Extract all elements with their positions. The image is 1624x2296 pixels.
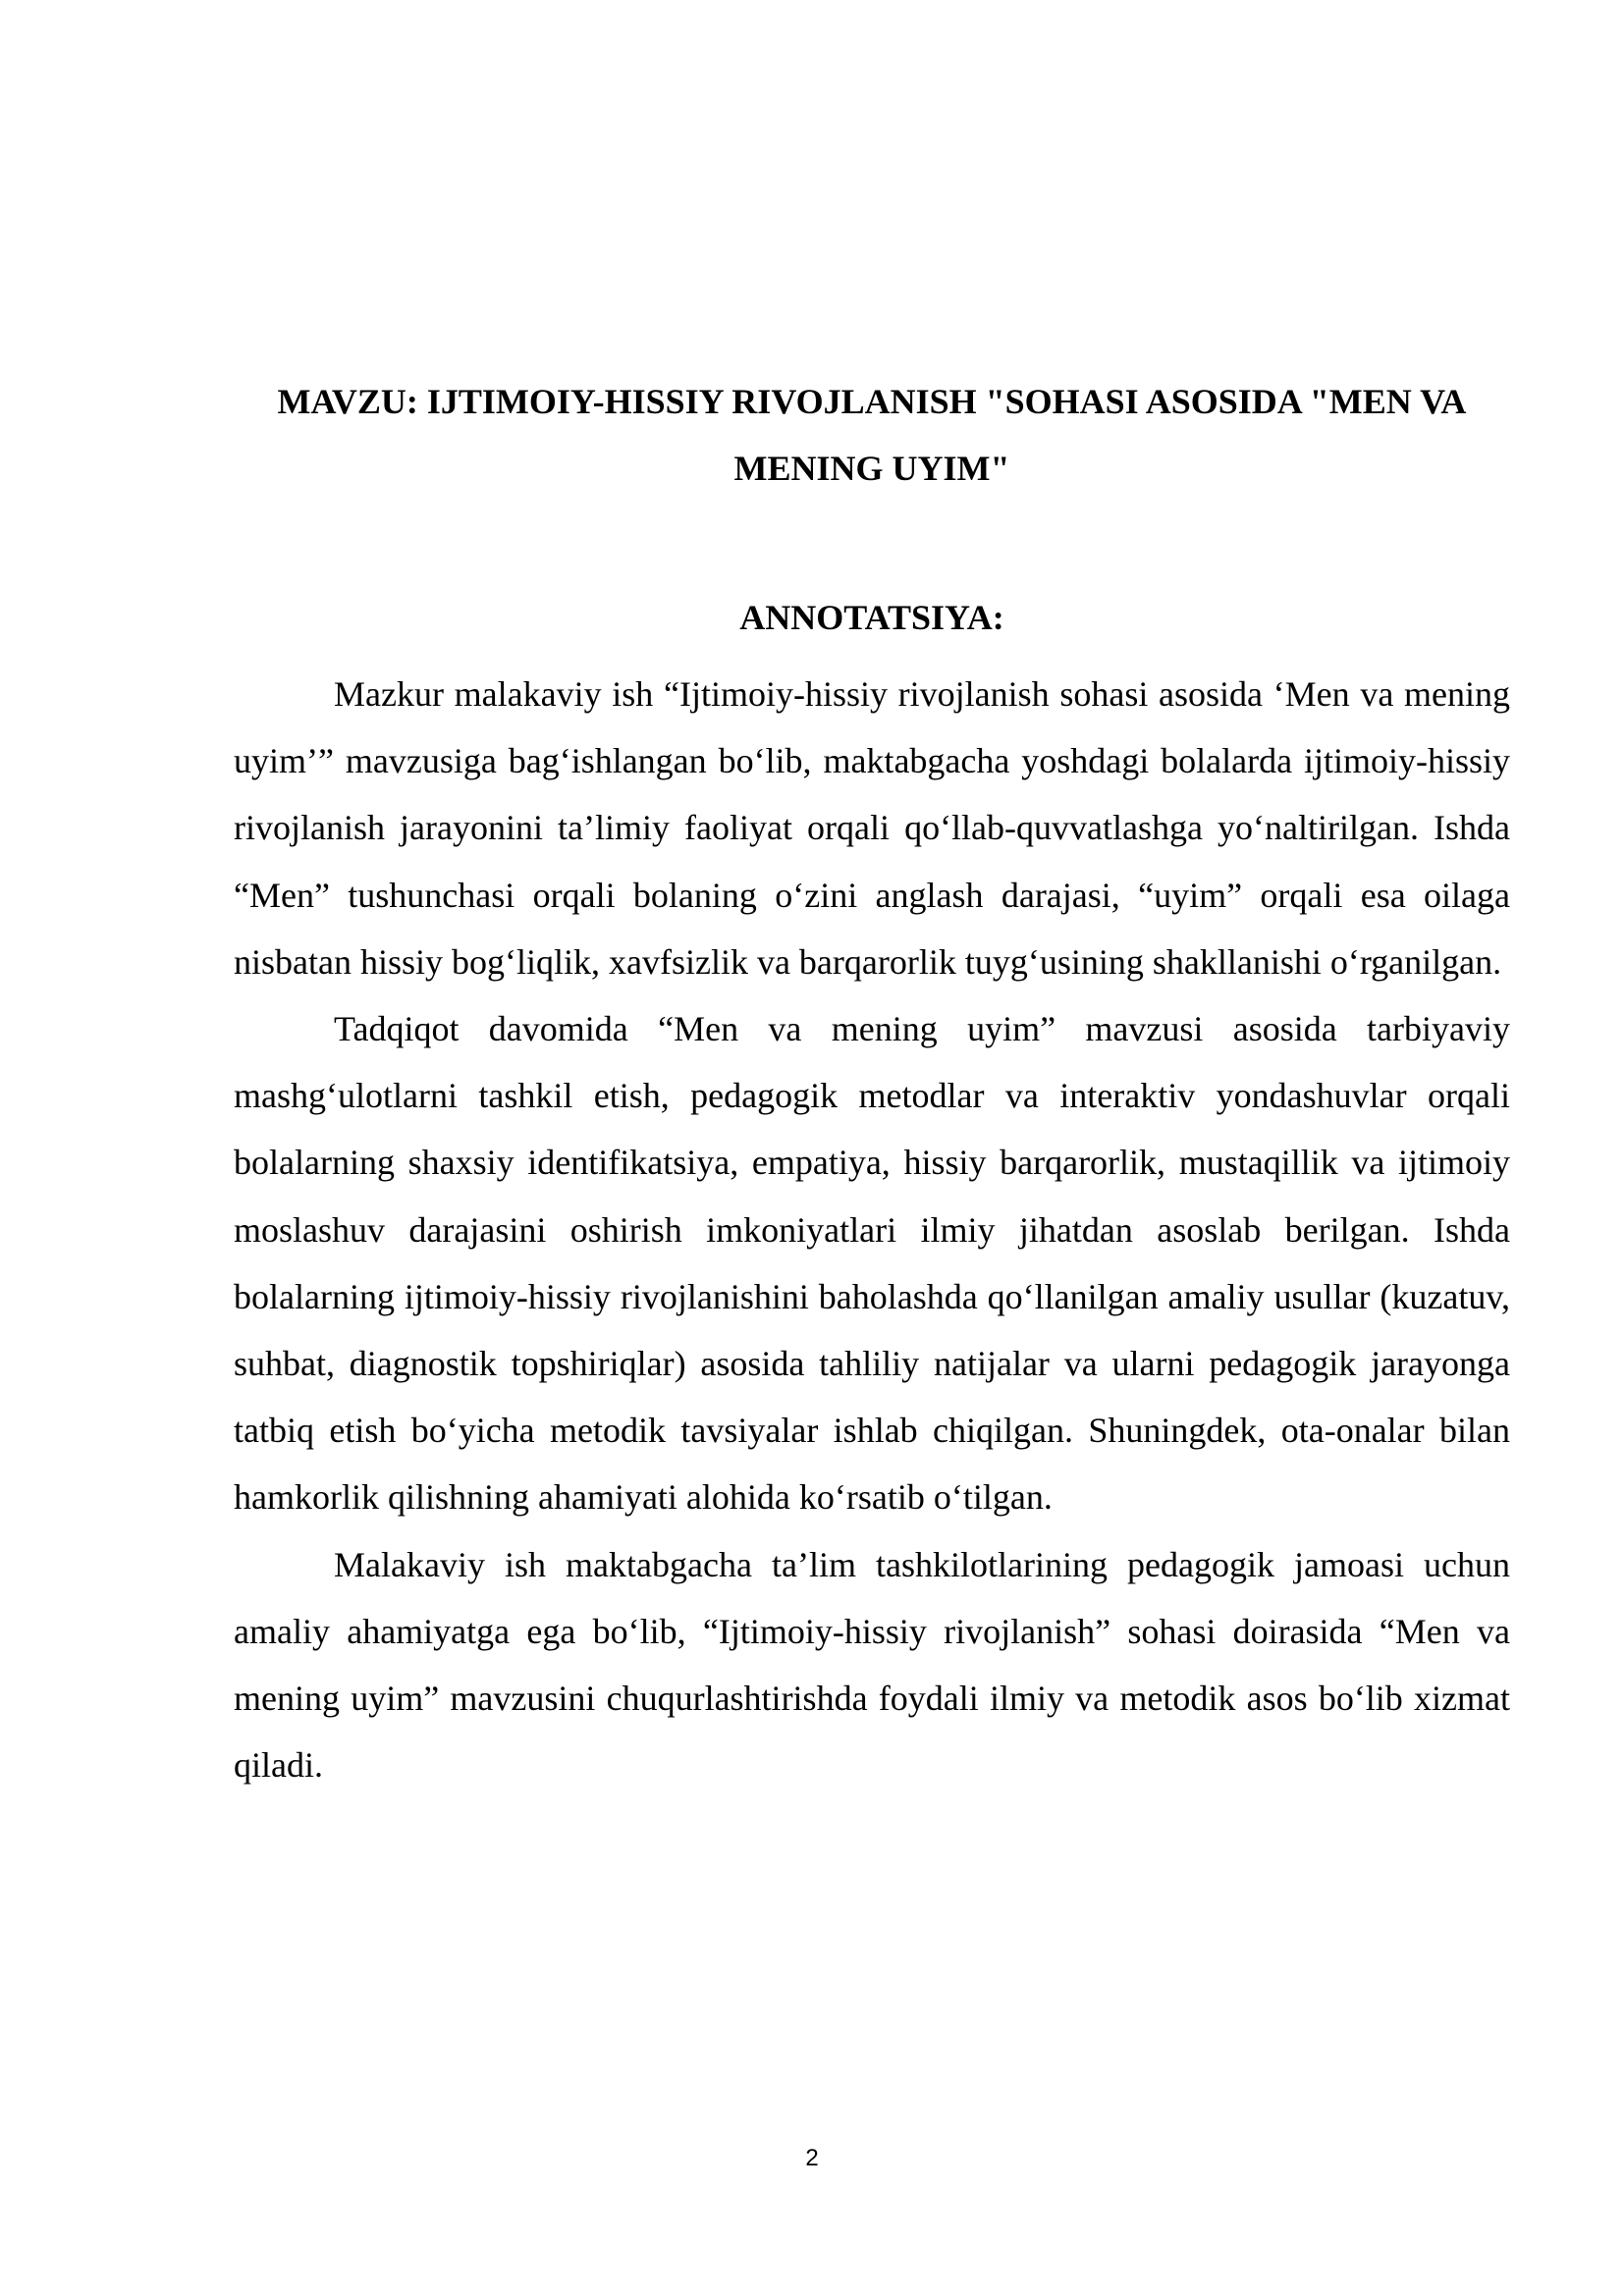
annotation-body [234, 661, 1510, 1798]
annotation-paragraph-2: Tadqiqot davomida “Men va mening uyim” mavzusi asosida tarbiyaviy mashg‘ulotlarni tashkil etish, pedagogik metodlar va interaktiv yondashuvlar orqali bolalarning shaxsiy identifikatsiya, empatiya, hissiy barqarorlik, mustaqillik va ijtimoiy moslashuv darajasini oshirish imkoniyatlari ilmiy jihatdan asoslab berilgan. Ishda bolalarning ijtimoiy-hissiy rivojlanishini baholashda qo‘llanilgan amaliy usullar (kuzatuv, suhbat, diagnostik topshiriqlar) asosida tahliliy natijalar va ularni pedagogik jarayonga tatbiq etish bo‘yicha metodik tavsiyalar ishlab chiqilgan. Shuningdek, ota-onalar bilan hamkorlik qilishning ahamiyati alohida ko‘rsatib o‘tilgan. [234, 1009, 1510, 1518]
annotation-heading: ANNOTATSIYA: [739, 598, 1004, 637]
document-title: MAVZU: IJTIMOIY-HISSIY RIVOJLANISH "SOHASI ASOSIDA "MEN VA MENING UYIM" [277, 382, 1467, 488]
annotation-paragraph-3: Malakaviy ish maktabgacha ta’lim tashkilotlarining pedagogik jamoasi uchun amaliy ahamiyatga ega bo‘lib, “Ijtimoiy-hissiy rivojlanish” sohasi doirasida “Men va mening uyim” mavzusini chuqurlashtirishda foydali ilmiy va metodik asos bo‘lib xizmat qiladi. [234, 1544, 1510, 1786]
annotation-paragraph-1: Mazkur malakaviy ish “Ijtimoiy-hissiy rivojlanish sohasi asosida ‘Men va mening uyim’” mavzusiga bag‘ishlangan bo‘lib, maktabgacha yoshdagi bolalarda ijtimoiy-hissiy rivojlanish jarayonini ta’limiy faoliyat orqali qo‘llab-quvvatlashga yo‘naltirilgan. Ishda “Men” tushunchasi orqali bolaning o‘zini anglash darajasi, “uyim” orqali esa oilaga nisbatan hissiy bog‘liqlik, xavfsizlik va barqarorlik tuyg‘usining shakllanishi o‘rganilgan. [234, 674, 1510, 982]
page-number: 2 [805, 2145, 819, 2171]
